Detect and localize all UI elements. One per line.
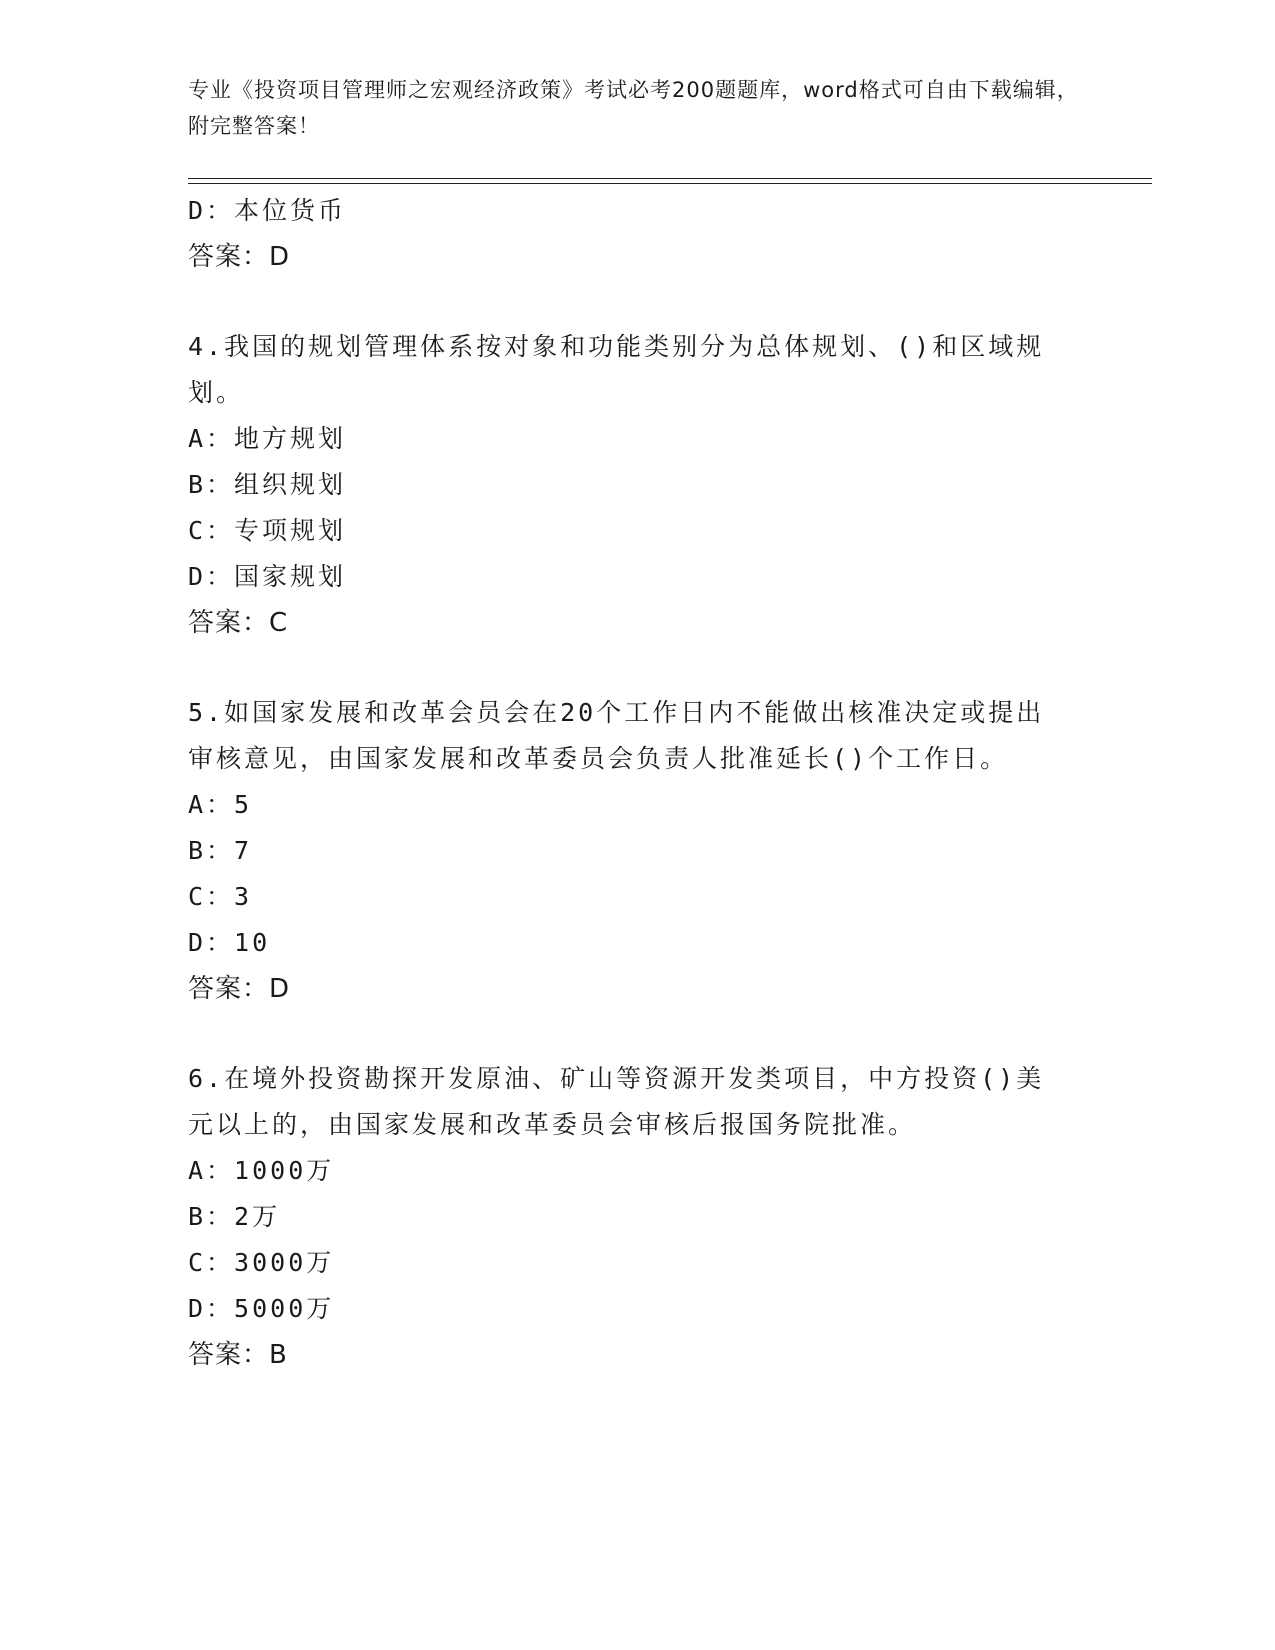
option-c: C：3000万 (188, 1248, 335, 1277)
answer-line: 答案：D (188, 242, 291, 272)
header-divider-secondary (188, 183, 1152, 184)
question-6 (188, 1056, 1088, 1378)
question-content (188, 188, 1088, 1378)
question-stem: 6.在境外投资勘探开发原油、矿山等资源开发类项目，中方投资()美元以上的，由国家发展和改革委员会审核后报国务院批准。 (188, 1064, 1045, 1139)
option-a: A：1000万 (188, 1156, 335, 1185)
option-d: D：10 (188, 928, 271, 957)
answer-line: 答案：B (188, 1340, 288, 1370)
question-4 (188, 324, 1088, 646)
option-d: D：国家规划 (188, 562, 347, 591)
page-header: 专业《投资项目管理师之宏观经济政策》考试必考200题题库，word格式可自由下载编辑，附完整答案！ (188, 78, 1079, 138)
option-a: A：地方规划 (188, 424, 347, 453)
question-5 (188, 690, 1088, 1012)
question-stem: 4.我国的规划管理体系按对象和功能类别分为总体规划、()和区域规划。 (188, 332, 1045, 407)
header-divider (188, 178, 1152, 179)
option-b: B：7 (188, 836, 253, 865)
answer-line: 答案：C (188, 608, 289, 638)
option-a: A：5 (188, 790, 253, 819)
option-d: D：5000万 (188, 1294, 335, 1323)
option-c: C：专项规划 (188, 516, 347, 545)
option-d: D：本位货币 (188, 196, 347, 225)
option-c: C：3 (188, 882, 253, 911)
question-stem: 5.如国家发展和改革会员会在20个工作日内不能做出核准决定或提出审核意见，由国家发展和改革委员会负责人批准延长()个工作日。 (188, 698, 1045, 773)
option-b: B：2万 (188, 1202, 281, 1231)
option-b: B：组织规划 (188, 470, 347, 499)
answer-line: 答案：D (188, 974, 291, 1004)
